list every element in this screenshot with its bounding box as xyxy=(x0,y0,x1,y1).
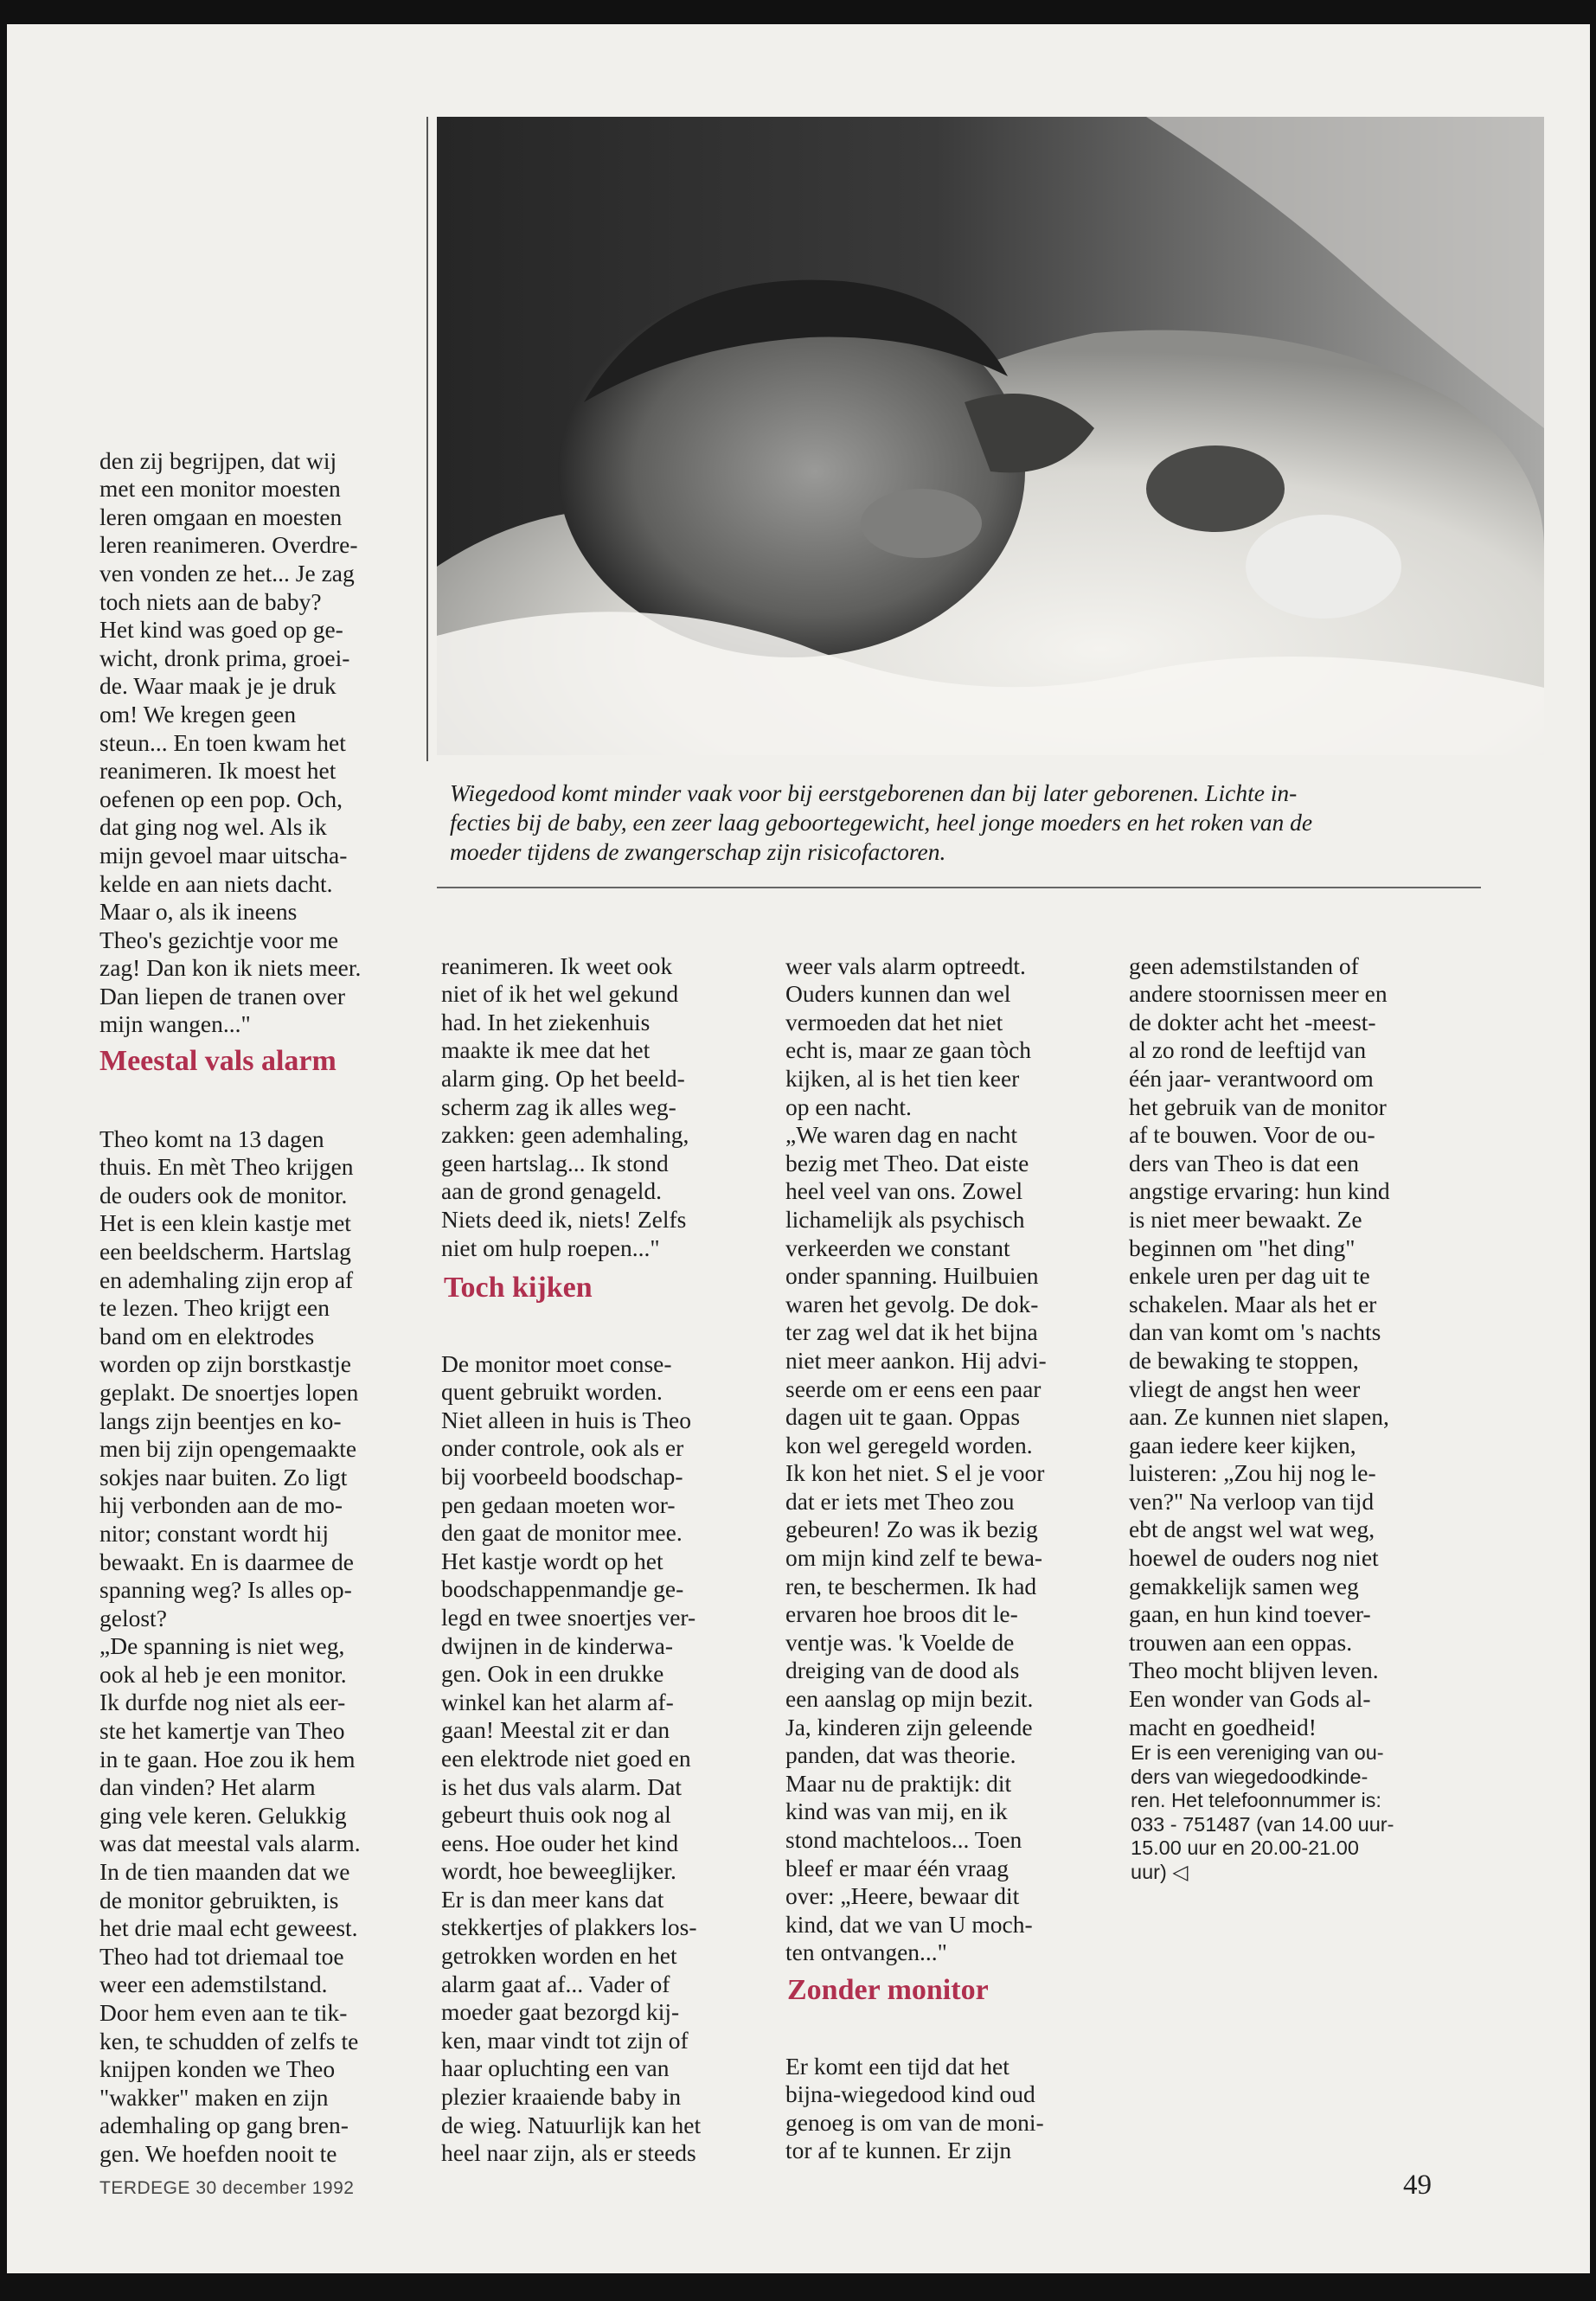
page-number: 49 xyxy=(1403,2170,1432,2201)
heading-meestal-vals-alarm: Meestal vals alarm xyxy=(99,1045,337,1077)
heading-toch-kijken: Toch kijken xyxy=(444,1272,593,1304)
association-info-box: Er is een vereniging van ou- ders van wiegedoodkinde- ren. Het telefoonnummer is: 033 - 751487 (van 14.00 uur- 15.00 uur en 20.00-21.00 uur) ◁ xyxy=(1131,1741,1394,1883)
newborn-photo-illustration xyxy=(437,117,1544,755)
column-2 xyxy=(441,924,761,1291)
column-1-bottom-text: Theo komt na 13 dagen thuis. En mèt Theo krijgen de ouders ook de monitor. Het is een klein kastje met een beeldscherm. Hartslag en ademhaling zijn erop af te lezen. Theo krijgt een band om en elektrodes worden op zijn borstkastje geplakt. De snoertjes lopen langs zijn beentjes en ko- men bij zijn opengemaakte sokjes naar buiten. Zo ligt hij verbonden aan de mo- nitor; constant wordt hij bewaakt. En is daarmee de spanning weg? Is alles op- gelost? „De spanning is niet weg, ook al heb je een monitor. Ik durfde nog niet als eer- ste het kamertje van Theo in te gaan. Hoe zou ik hem dan vinden? Het alarm ging vele keren. Gelukkig was dat meestal vals alarm. In de tien maanden dat we de monitor gebruikten, is het drie maal echt geweest. Theo had tot driemaal toe weer een ademstilstand. Door hem even aan te tik- ken, te schudden of zelfs te knijpen konden we Theo "wakker" maken en zijn ademhaling op gang bren- gen. We hoefden nooit te xyxy=(99,1125,361,2167)
column-4 xyxy=(1129,924,1458,1770)
heading-zonder-monitor: Zonder monitor xyxy=(787,1974,989,2006)
column-4-text: geen ademstilstanden of andere stoornissen meer en de dokter acht het -meest- al zo rond de leeftijd van één jaar- verantwoord om het gebruik van de monitor af te bouwen. Voor de ou- ders van Theo is dat een angstige ervaring: hun kind is niet meer bewaakt. Ze beginnen om "het ding" enkele uren per dag uit te schakelen. Maar als het er dan van komt om 's nachts de bewaking te stoppen, vliegt de angst hen weer aan. Ze kunnen niet slapen, gaan iedere keer kijken, luisteren: „Zou hij nog le- ven?" Na verloop van tijd ebt de angst wel wat weg, hoewel de ouders nog niet gemakkelijk samen weg gaan, en hun kind toever- trouwen aan een oppas. Theo mocht blijven leven. Een wonder van Gods al- macht en goedheid! xyxy=(1129,952,1390,1740)
photo-caption: Wiegedood komt minder vaak voor bij eerstgeborenen dan bij later geborenen. Lichte in- fecties bij de baby, een zeer laag geboortegewicht, heel jonge moeders en het roken van de moeder tijdens de zwangerschap zijn risicofactoren. xyxy=(450,779,1313,865)
column-3 xyxy=(785,924,1106,1996)
column-3-bottom-text: Er komt een tijd dat het bijna-wiegedood kind oud genoeg is om van de moni- tor af te kunnen. Er zijn xyxy=(785,2052,1044,2164)
column-1-top-text: den zij begrijpen, dat wij met een monitor moesten leren omgaan en moesten leren reanimeren. Overdre- ven vonden ze het... Je zag toch niets aan de baby? Het kind was goed op ge- wicht, dronk prima, groei- de. Waar maak je je druk om! We kregen geen steun... En toen kwam het reanimeren. Ik moest het oefenen op een pop. Och, dat ging nog wel. Als ik mijn gevoel maar uitscha- kelde en aan niets dacht. Maar o, als ik ineens Theo's gezichtje voor me zag! Dan kon ik niets meer. Dan liepen de tranen over mijn wangen..." xyxy=(99,446,362,1038)
column-1 xyxy=(99,419,420,1067)
column-1-lower xyxy=(99,1097,420,2196)
column-divider-line xyxy=(426,117,428,761)
column-3-lower xyxy=(785,2024,1106,2194)
column-2-top-text: reanimeren. Ik weet ook niet of ik het wel gekund had. In het ziekenhuis maakte ik mee dat het alarm ging. Op het beeld- scherm zag ik alles weg- zakken: geen ademhaling, geen hartslag... Ik stond aan de grond genageld. Niets deed ik, niets! Zelfs niet om hulp roepen..." xyxy=(441,952,689,1261)
column-2-lower xyxy=(441,1322,761,2195)
column-2-bottom-text: De monitor moet conse- quent gebruikt worden. Niet alleen in huis is Theo onder controle, ook als er bij voorbeeld boodschap- pen gedaan moeten wor- den gaat de monitor mee. Het kastje wordt op het boodschappenmandje ge- legd en twee snoertjes ver- dwijnen in de kinderwa- gen. Ook in een drukke winkel kan het alarm af- gaan! Meestal zit er dan een elektrode niet goed en is het dus vals alarm. Dat gebeurt thuis ook nog al eens. Hoe ouder het kind wordt, hoe beweeglijker. Er is dan meer kans dat stekkertjes of plakkers los- getrokken worden en het alarm gaat af... Vader of moeder gaat bezorgd kij- ken, maar vindt tot zijn of haar opluchting een van plezier kraaiende baby in de wieg. Natuurlijk kan het heel naar zijn, als er steeds xyxy=(441,1349,702,2167)
caption-rule xyxy=(437,887,1481,888)
column-3-top-text: weer vals alarm optreedt. Ouders kunnen dan wel vermoeden dat het niet echt is, maar ze gaan tòch kijken, al is het tien keer op een nacht. „We waren dag en nacht bezig met Theo. Dat eiste heel veel van ons. Zowel lichamelijk als psychisch verkeerden we constant onder spanning. Huilbuien waren het gevolg. De dok- ter zag wel dat ik het bijna niet meer aankon. Hij advi- seerde om er eens een paar dagen uit te gaan. Oppas kon wel geregeld worden. Ik kon het niet. S el je voor dat er iets met Theo zou gebeuren! Zo was ik bezig om mijn kind zelf te bewa- ren, te beschermen. Ik had ervaren hoe broos dit le- ventje was. 'k Voelde de dreiging van de dood als een aanslag op mijn bezit. Ja, kinderen zijn geleende panden, dat was theorie. Maar nu de praktijk: dit kind was van mij, en ik stond machteloos... Toen bleef er maar één vraag over: „Heere, bewaar dit kind, dat we van U moch- ten ontvangen..." xyxy=(785,952,1047,1966)
publication-footer: TERDEGE 30 december 1992 xyxy=(99,2178,355,2198)
newborn-photo xyxy=(437,117,1544,755)
